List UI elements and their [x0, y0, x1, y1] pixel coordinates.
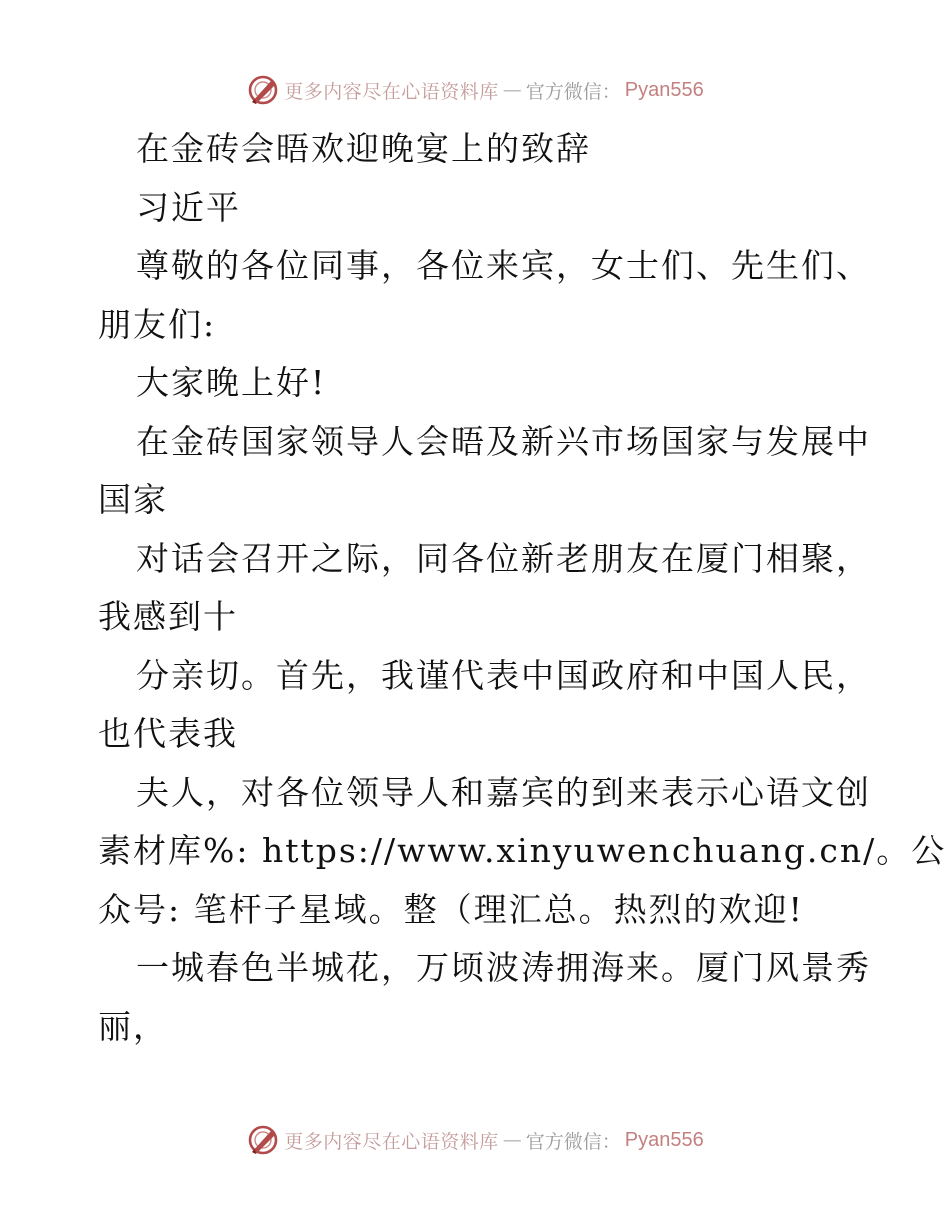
header-watermark — [0, 70, 950, 110]
pen-logo-icon — [246, 1123, 280, 1157]
text-line: 一城春色半城花，万顷波涛拥海来。厦门风景秀 — [136, 948, 871, 987]
text-line: 在金砖国家领导人会晤及新兴市场国家与发展中 — [136, 421, 871, 461]
text-line: 朋友们: — [98, 304, 217, 344]
wechat-id: Pyan556 — [624, 78, 704, 101]
document-body — [98, 120, 947, 1056]
header-watermark-content — [246, 73, 704, 107]
wechat-id: Pyan556 — [624, 1128, 704, 1151]
text-line: 分亲切。首先，我谨代表中国政府和中国人民， — [136, 655, 871, 695]
text-line: 夫人，对各位领导人和嘉宾的到来表示心语文创 — [136, 772, 871, 812]
text-line: 大家晚上好! — [136, 363, 327, 402]
text-line: 国家 — [98, 480, 168, 519]
footer-watermark — [0, 1120, 950, 1160]
wechat-label: 官方微信： — [525, 80, 621, 103]
text-line: 我感到十 — [98, 597, 238, 636]
banner-separator: — — [502, 79, 522, 101]
text-line: 众号: 笔杆子星域。整（理汇总。热烈的欢迎! — [98, 889, 804, 929]
site-name-text: 更多内容尽在心语资料库 — [284, 80, 499, 103]
text-line: 对话会召开之际，同各位新老朋友在厦门相聚， — [136, 538, 871, 578]
text-line: 也代表我 — [98, 714, 238, 753]
banner-separator: — — [502, 1129, 522, 1151]
text-line-url: 素材库%: https://www.xinyuwenchuang.cn/。公 — [98, 831, 947, 870]
wechat-label: 官方微信： — [525, 1130, 621, 1153]
pen-logo-icon — [246, 73, 280, 107]
text-line: 尊敬的各位同事，各位来宾，女士们、先生们、 — [136, 246, 871, 285]
speaker-name: 习近平 — [136, 187, 241, 227]
speech-title: 在金砖会晤欢迎晚宴上的致辞 — [136, 129, 591, 168]
footer-watermark-content — [246, 1123, 704, 1157]
site-name-text: 更多内容尽在心语资料库 — [284, 1130, 499, 1153]
text-line: 丽， — [98, 1006, 168, 1046]
